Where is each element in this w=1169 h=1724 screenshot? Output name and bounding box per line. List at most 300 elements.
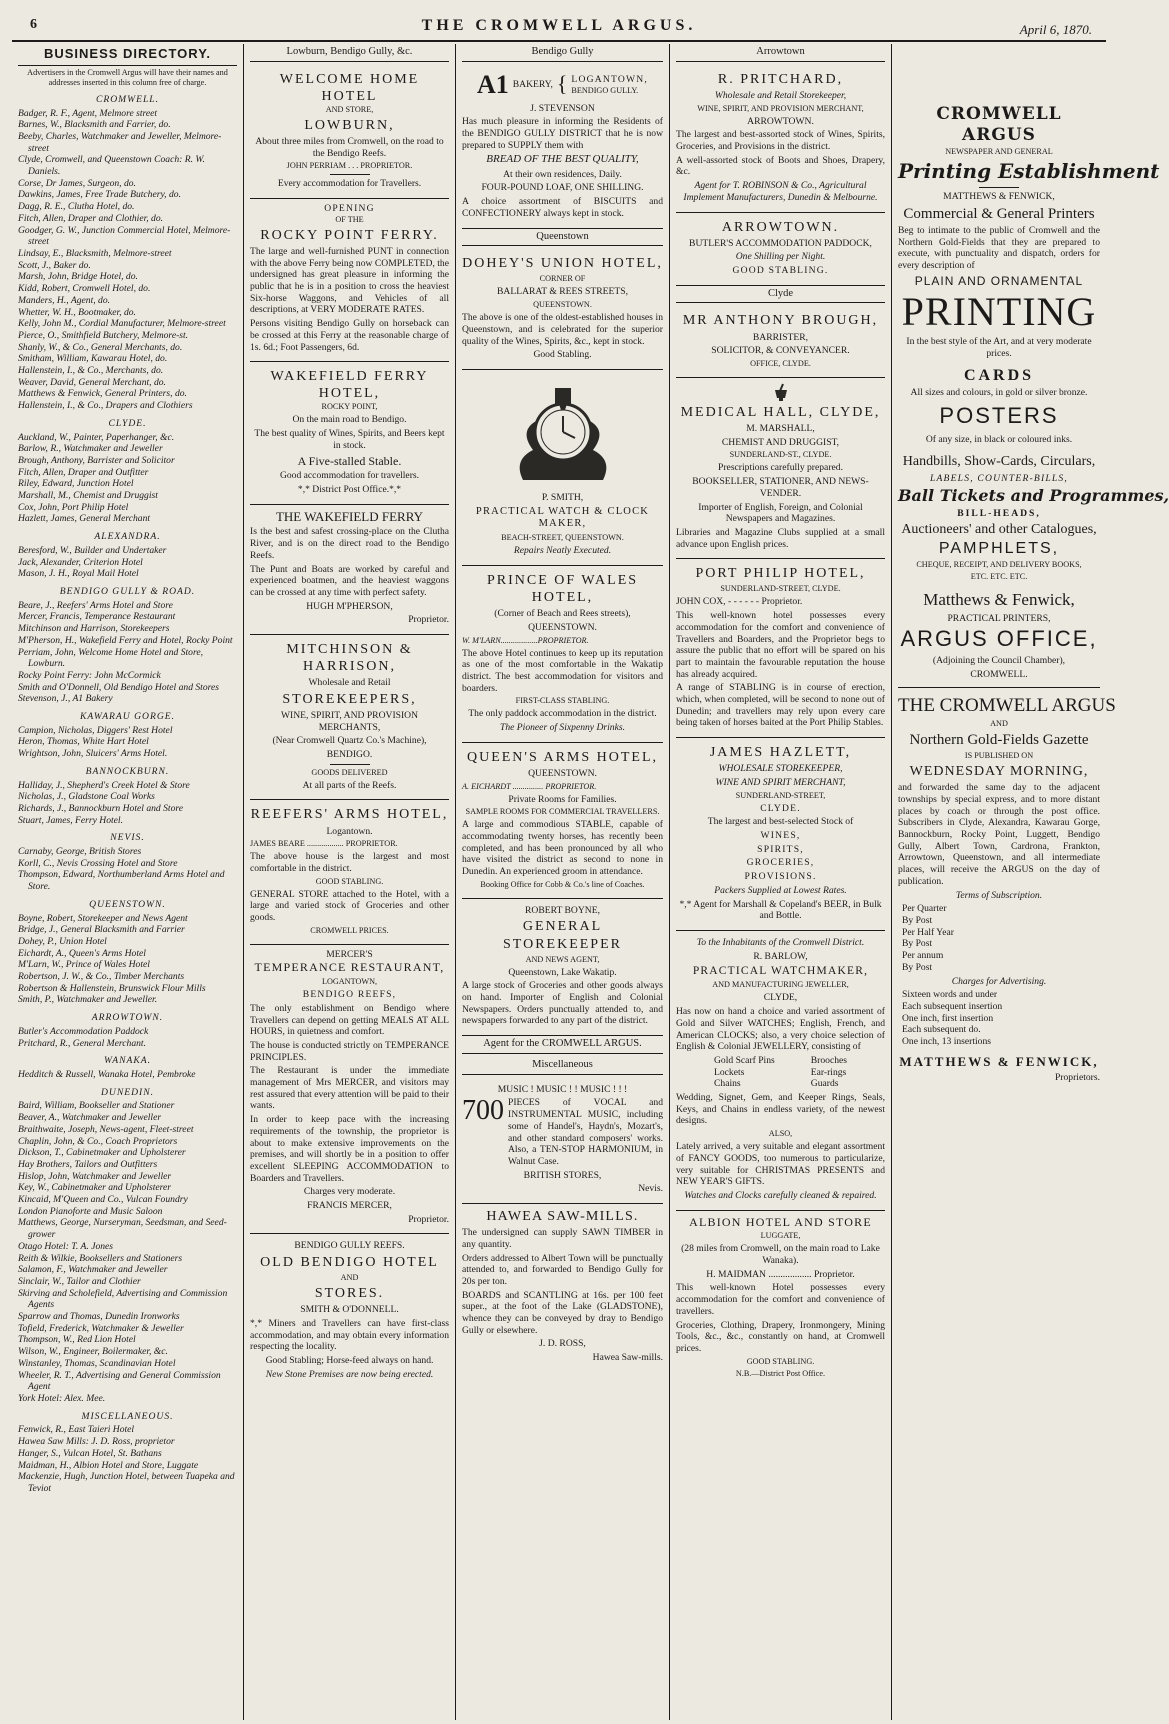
directory-entry: Beresford, W., Builder and Undertaker (18, 544, 167, 556)
directory-entry: Salamon, F., Watchmaker and Jeweller (18, 1264, 168, 1276)
directory-entry: Otago Hotel: T. A. Jones (18, 1240, 114, 1252)
ad-title: TEMPERANCE RESTAURANT, (254, 960, 445, 975)
ad-body: A large stock of Groceries and other goods always on hand. Importer of English and Colonial Newspapers. Orders punctually attended to, and newspapers forwarded to any part of the district. (462, 980, 663, 1027)
old-bendigo-hotel-ad (250, 1234, 449, 1388)
directory-entry: Auckland, W., Painter, Paperhanger, &c. (18, 431, 175, 443)
a1-bakery-ad (462, 65, 663, 229)
directory-entry: Matthews & Fenwick, General Printers, do. (18, 388, 187, 400)
ad-town: QUEENSTOWN. (528, 767, 597, 779)
directory-entry: Sinclair, W., Tailor and Clothier (18, 1275, 141, 1287)
section-head-queenstown: Queenstown (462, 229, 663, 247)
directory-entry: Wheeler, R. T., Advertising and General Commission Agent (18, 1369, 221, 1393)
divider (330, 174, 370, 175)
directory-section-title: DUNEDIN. (100, 1086, 155, 1098)
ad-sub: AND STORE, (325, 104, 374, 114)
p-smith-watchmaker-ad (462, 370, 663, 566)
directory-entry: Hallenstein, I., & Co., Drapers and Clothiers (18, 400, 193, 412)
directory-entry: Winstanley, Thomas, Scandinavian Hotel (18, 1357, 176, 1369)
ad-proprietor: JOHN COX, - - - - - - Proprietor. (676, 596, 803, 608)
ad-goods: GOODS DELIVERED (311, 767, 388, 777)
newspaper-title: THE CROMWELL ARGUS. (421, 17, 697, 34)
directory-entry: Smith, P., Watchmaker and Jeweller. (18, 994, 158, 1006)
ad-body-2: The Punt and Boats are worked by careful and experienced boatmen, and the heaviest waggons can be crossed at any time with perfect safety. (250, 563, 449, 598)
directory-entry: Matthews, George, Nurseryman, Seedsman, and Seed-grower (18, 1217, 227, 1241)
directory-section-title: KAWARAU GORGE. (79, 711, 176, 723)
ad-proprietor: HUGH M'PHERSON, (306, 600, 393, 612)
directory-entry: Stuart, James, Ferry Hotel. (18, 814, 123, 826)
directory-section-title: NEVIS. (110, 832, 145, 844)
directory-entry: Carnaby, George, British Stores (18, 846, 142, 858)
ad-sub: Wholesale and Retail Storekeeper, (714, 89, 847, 101)
mercers-temperance-ad (250, 945, 449, 1235)
directory-section-title: QUEENSTOWN. (89, 898, 166, 910)
ad-res: At their own residences, Daily. (503, 168, 622, 180)
ad-sample: SAMPLE ROOMS FOR COMMERCIAL TRAVELLERS. (465, 807, 660, 817)
masthead (12, 10, 1106, 42)
ad-body: The above Hotel continues to keep up its reputation as one of the most comfortable in the Wakatip district. The best accommodation for visitors and boarders. (462, 647, 663, 694)
ad-body: The largest and best-selected Stock of (707, 816, 854, 828)
ad-packers: Packers Supplied at Lowest Rates. (714, 884, 847, 896)
ad-title: REEFERS' ARMS HOTEL, (250, 807, 449, 823)
directory-entry: Butler's Accommodation Paddock (18, 1025, 149, 1037)
ad-town: CLYDE, (763, 992, 798, 1004)
directory-entry: Corse, Dr James, Surgeon, do. (18, 177, 136, 189)
ad-title: PRACTICAL WATCH & CLOCK MAKER, (475, 505, 650, 530)
divider (330, 764, 370, 765)
ad-stabling: GOOD STABLING. (315, 876, 384, 886)
cheque-books: CHEQUE, RECEIPT, AND DELIVERY BOOKS, (916, 560, 1082, 570)
ad-charges: Charges very moderate. (303, 1186, 396, 1198)
paper-and: AND (990, 718, 1008, 728)
ad-stores: STORES. (314, 1286, 385, 1302)
ad-proprietor: W. M'LARN..................PROPRIETOR. (462, 635, 589, 645)
section-head-clyde: Clyde (676, 286, 885, 304)
jewel-item: Ear-rings (810, 1066, 847, 1078)
ad-place: Nevis. (638, 1183, 663, 1195)
union-hotel-ad (462, 249, 663, 370)
directory-entry: Marsh, John, Bridge Hotel, do. (18, 271, 138, 283)
ad-proprietor: J. D. ROSS, (539, 1338, 586, 1350)
ad-importer: Importer of English, Foreign, and Colonial Newspapers and Magazines. (698, 501, 863, 525)
lowburn-column (244, 44, 456, 1720)
ad-title: ALBION HOTEL AND STORE (689, 1214, 872, 1229)
directory-entry: Dickson, T., Cabinetmaker and Upholsterer (18, 1147, 186, 1159)
directory-entry: Bridge, J., General Blacksmith and Farrier (18, 924, 185, 936)
page-number: 6 (30, 17, 37, 32)
ad-title: HAWEA SAW-MILLS. (486, 1209, 639, 1225)
hawea-saw-mills-ad (462, 1204, 663, 1372)
arrowtown-clyde-column (670, 44, 892, 1720)
directory-entry: Maidman, H., Albion Hotel and Store, Luggate (18, 1459, 199, 1471)
ad-body-2: Groceries, Clothing, Drapery, Ironmongery, Mining Tools, &c., &c., constantly on hand, at Cromwell prices. (676, 1319, 885, 1354)
handbills: Handbills, Show-Cards, Circulars, (902, 454, 1096, 470)
prince-of-wales-hotel-ad (462, 566, 663, 743)
jewel-item: Chains (714, 1078, 741, 1090)
directory-entry: Tofield, Frederick, Watchmaker & Jeweller (18, 1322, 184, 1334)
printers-body: Beg to intimate to the public of Cromwell and the Northern Gold-Fields that they are prepared to execute, with punctuality and dispatch, orders for every description of (898, 224, 1100, 271)
ad-also: ALSO, (768, 1129, 793, 1139)
directory-entry: Mason, J. H., Royal Mail Hotel (18, 568, 139, 580)
printing-style: In the best style of the Art, and at very moderate prices. (906, 336, 1092, 359)
ad-and: AND (340, 1273, 359, 1283)
ad-title: MEDICAL HALL, CLYDE, (680, 404, 881, 420)
port-philip-hotel-ad (676, 559, 885, 738)
ad-body: The largest and best-assorted stock of Wines, Spirits, Groceries, and Provisions in the district. (676, 129, 885, 152)
ad-body: Is the best and safest crossing-place on the Clutha River, and is on the direct road to the Bendigo Reefs. (250, 526, 449, 561)
ad-town: QUEENSTOWN. (533, 300, 592, 310)
ad-proprietor: A. EICHARDT ............... PROPRIETOR. (462, 781, 597, 791)
section-head-lowburn: Lowburn, Bendigo Gully, &c. (250, 44, 449, 62)
ad-boots: A well-assorted stock of Boots and Shoes, Drapery, &c. (676, 154, 885, 178)
ad-role2: SOLICITOR, & CONVEYANCER. (711, 345, 850, 357)
rate-row: One inch, 13 insertions (902, 1036, 991, 1048)
argus-title: CROMWELL ARGUS (936, 104, 1062, 145)
agent-cromwell-argus: Agent for the CROMWELL ARGUS. (462, 1036, 663, 1054)
ad-sub: ROCKY POINT, (321, 402, 378, 412)
directory-entry: Hawea Saw Mills: J. D. Ross, proprietor (18, 1436, 175, 1448)
ad-proprietor: JOHN PERRIAM . . . PROPRIETOR. (286, 161, 413, 171)
section-head-bendigo: Bendigo Gully (462, 44, 663, 62)
ad-title: PRACTICAL WATCHMAKER, (692, 965, 869, 978)
ad-proprietor: J. STEVENSON (530, 102, 595, 114)
directory-entry: Barlow, R., Watchmaker and Jeweller (18, 443, 163, 455)
directory-entry: Hazlett, James, General Merchant (18, 513, 151, 525)
ad-body-2: A range of STABLING is in course of erection, which, when completed, will be second to none out of Dunedin; and travellers may rely upon every care being taken of horses baited at the Port Philip Stables. (676, 682, 885, 729)
directory-entry: Smitham, William, Kawarau Hotel, do. (18, 353, 168, 365)
mitchinson-harrison-ad (250, 635, 449, 800)
directory-entry: Wrightson, John, Sluicers' Arms Hotel. (18, 748, 168, 760)
ad-agent: Agent for T. ROBINSON & Co., Agricultural Implement Manufacturers, Dunedin & Melbourne. (683, 180, 878, 203)
ad-paddock: The only paddock accommodation in the district. (468, 708, 657, 720)
directory-entry: Badger, R. F., Agent, Melmore street (18, 107, 158, 119)
ad-mercers: MERCER'S (326, 948, 373, 960)
directory-entry: Beaver, A., Watchmaker and Jeweller (18, 1112, 162, 1124)
ad-stabling: GOOD STABLING. (746, 1356, 815, 1366)
directory-entry: Cox, John, Port Philip Hotel (18, 501, 129, 513)
etc: ETC. ETC. ETC. (970, 572, 1028, 582)
ornate-clock-icon (503, 380, 623, 490)
directory-entry: Stevenson, J., A1 Bakery (18, 693, 113, 705)
ad-store: STOREKEEPERS, (282, 691, 417, 707)
ad-beer: *,* Agent for Marshall & Copeland's BEER, in Bulk and Bottle. (679, 898, 882, 922)
ad-title: GENERAL STOREKEEPER (503, 919, 622, 952)
ad-title: ARROWTOWN. (721, 219, 840, 235)
practical-printers: PRACTICAL PRINTERS, (947, 612, 1051, 624)
ad-street: BEACH-STREET, QUEENSTOWN. (501, 533, 624, 543)
cards-sub: All sizes and colours, in gold or silver bronze. (910, 387, 1088, 399)
ad-title: THE WAKEFIELD FERRY (275, 508, 424, 524)
ad-title: DOHEY'S UNION HOTEL, (462, 256, 663, 272)
directory-entry: Richards, J., Bannockburn Hotel and Store (18, 802, 184, 814)
rate-row: By Post (902, 938, 933, 950)
directory-entry: Chaplin, John, & Co., Coach Proprietors (18, 1135, 178, 1147)
ad-title: QUEEN'S ARMS HOTEL, (466, 749, 659, 765)
ad-stores: BRITISH STORES, (523, 1169, 602, 1181)
directory-entry: Lindsay, E., Blacksmith, Melmore-street (18, 248, 172, 259)
ad-booking: Booking Office for Cobb & Co.'s line of Coaches. (480, 879, 645, 889)
ad-proprietor: JAMES BEARE .................. PROPRIETOR. (250, 839, 398, 849)
ad-name: M. MARSHALL, (746, 423, 815, 435)
ad-role1: BARRISTER, (752, 331, 809, 343)
directory-entry: Hanger, S., Vulcan Hotel, St. Bathans (18, 1447, 162, 1459)
directory-entry: Boyne, Robert, Storekeeper and News Agent (18, 912, 188, 924)
ad-lately: Lately arrived, a very suitable and elegant assortment of FANCY GOODS, too numerous to particularize, very suitable for CHRISTMAS PRESENTS and NEW YEAR'S GIFTS. (676, 1141, 885, 1188)
ad-name: P. SMITH, (541, 491, 584, 503)
directory-entry: Kincaid, M'Queen and Co., Vulcan Foundry (18, 1194, 188, 1206)
firm-name: MATTHEWS & FENWICK, (943, 190, 1055, 202)
advertising-list (898, 989, 1100, 1048)
directory-entry: Barnes, W., Blacksmith and Farrier, do. (18, 119, 171, 131)
ad-loc2: BENDIGO GULLY. (571, 85, 639, 95)
directory-entry: Kelly, John M., Cordial Manufacturer, Melmore-street (18, 318, 226, 330)
ad-title: R. PRITCHARD, (717, 71, 844, 87)
rate-row: Per Half Year (902, 926, 954, 938)
ad-of: OF THE (335, 214, 364, 224)
directory-entry: Shanly, W., & Co., General Merchants, do. (18, 341, 183, 353)
ad-name: ROBERT BOYNE, (525, 904, 600, 916)
ad-street: SUNDERLAND-ST., CLYDE. (729, 450, 832, 460)
directory-section-title: WANAKA. (103, 1055, 152, 1067)
ad-office: OFFICE, CLYDE. (750, 358, 811, 368)
directory-section-title: CROMWELL. (95, 93, 160, 105)
adjoining: (Adjoining the Council Chamber), (932, 655, 1066, 667)
directory-entry: Pritchard, R., General Merchant. (18, 1037, 146, 1049)
ad-choice: A choice assortment of BISCUITS and CONFECTIONERY always kept in stock. (462, 196, 663, 219)
wednesday-morning: WEDNESDAY MORNING, (909, 764, 1089, 780)
directory-heading: BUSINESS DIRECTORY. (18, 44, 237, 66)
ad-title: MR ANTHONY BROUGH, (682, 313, 879, 329)
ad-body: The large and well-furnished PUNT in connection with the above Ferry being now COMPLETED, the undersigned has great pleasure in informing the public that he is in a position to cross the heaviest Six-horse Waggons, and Vehicles of all descriptions, at VERY MODERATE RATES. (250, 245, 449, 316)
ad-body: Has much pleasure in informing the Residents of the BENDIGO GULLY DISTRICT that he is now prepared to SUPPLY them with (462, 116, 663, 151)
directory-entry: Mercer, Francis, Temperance Restaurant (18, 611, 176, 623)
directory-entry: Hedditch & Russell, Wanaka Hotel, Pembroke (18, 1069, 196, 1080)
ad-body: This well-known Hotel possesses every accommodation for the comfort and convenience of travellers. (676, 1282, 885, 1317)
directory-entry: Fitch, Allen, Draper and Clothier, do. (18, 212, 164, 224)
ad-prices: CROMWELL PRICES. (310, 925, 389, 935)
ad-repairs: Repairs Neatly Executed. (513, 545, 612, 557)
directory-entry: Perriam, John, Welcome Home Hotel and Store, Lowburn. (18, 646, 203, 670)
directory-entry: Dawkins, James, Free Trade Butchery, do. (18, 189, 181, 201)
published-on: IS PUBLISHED ON (964, 751, 1034, 761)
directory-entry: Thompson, W., Red Lion Hotel (18, 1334, 136, 1346)
ad-town: CLYDE. (760, 802, 801, 814)
rate-row: Per Quarter (902, 903, 947, 915)
directory-entry: Hislop, John, Watchmaker and Jeweller (18, 1170, 172, 1182)
directory-entry: Hallenstein, I., & Co., Merchants, do. (18, 365, 164, 377)
ad-sub: Wholesale and Retail (308, 677, 391, 689)
ad-body: This well-known hotel possesses every accommodation for the comfort and convenience of Travellers and Boarders, and the Proprietor begs to assure the public that no effort will be spared on his part to maintain the favourable reputation the house has already acquired. (676, 610, 885, 680)
directory-entry: Beeby, Charles, Watchmaker and Jeweller, Melmore-street (18, 130, 222, 154)
charges-heading: Charges for Advertising. (951, 975, 1047, 987)
ad-title: PRINCE OF WALES HOTEL, (486, 572, 639, 606)
ad-streets: BALLARAT & REES STREETS, (497, 286, 628, 298)
ad-title: WAKEFIELD FERRY HOTEL, (270, 369, 429, 402)
ad-bread: BREAD OF THE BEST QUALITY, (486, 153, 639, 166)
argus-office: ARGUS OFFICE, (900, 626, 1098, 652)
rate-row: Each subsequent insertion (902, 1000, 1003, 1012)
ball-tickets: Ball Tickets and Programmes, (898, 486, 1169, 506)
directory-section-title: BANNOCKBURN. (85, 765, 170, 777)
ad-sub: AND MANUFACTURING JEWELLER, (712, 980, 849, 990)
directory-section-title: CLYDE. (108, 417, 147, 429)
bendigo-queenstown-column (456, 44, 670, 1720)
commercial-printers: Commercial & General Printers (903, 205, 1095, 222)
firm-name-2: Matthews & Fenwick, (923, 590, 1075, 610)
directory-entry: Fenwick, R., East Taieri Hotel (18, 1424, 135, 1436)
directory-entry: Goodger, G. W., Junction Commercial Hotel, Melmore-street (18, 224, 231, 248)
ad-merch: WINE, SPIRIT, AND PROVISION MERCHANTS, (280, 709, 419, 733)
directory-entry: Robertson & Hallenstein, Brunswick Flour Mills (18, 982, 206, 994)
anthony-brough-ad (676, 306, 885, 377)
ad-store: GENERAL STORE attached to the Hotel, with a large and varied stock of Groceries and other goods. (250, 888, 449, 924)
section-head-arrowtown: Arrowtown (676, 44, 885, 62)
posters-sub: Of any size, in black or coloured inks. (925, 433, 1073, 445)
directory-entry: York Hotel: Alex. Mee. (18, 1392, 106, 1404)
ad-place: Logantown. (326, 825, 373, 837)
directory-entry: Whetter, W. H., Bootmaker, do. (18, 306, 136, 318)
ad-body-2: Persons visiting Bendigo Gully on horseback can be crossed at this Ferry at the reasonable charge of 1s. 6d.; Foot Passengers, 6d. (250, 318, 449, 353)
ad-proprietor: FRANCIS MERCER, (307, 1200, 392, 1212)
ad-rooms: Private Rooms for Families. (508, 793, 617, 805)
directory-intro: Advertisers in the Cromwell Argus will have their names and addresses inserted in this column free of charge. (27, 67, 228, 87)
directory-entry: Marshall, M., Chemist and Druggist (18, 490, 158, 502)
wakefield-ferry-hotel-ad (250, 362, 449, 504)
directory-section-title: BENDIGO GULLY & ROAD. (59, 585, 196, 597)
ad-corner: CORNER OF (539, 274, 586, 284)
pamphlets: PAMPHLETS, (938, 539, 1060, 557)
terms-heading: Terms of Subscription. (955, 889, 1043, 901)
directory-entry: Jack, Alexander, Criterion Hotel (18, 556, 143, 568)
ad-place: Hawea Saw-mills. (592, 1352, 663, 1364)
ad-body-2: The house is conducted strictly on TEMPERANCE PRINCIPLES. (250, 1039, 449, 1063)
directory-entry: Korll, C., Nevis Crossing Hotel and Store (18, 857, 178, 869)
subscription-list (898, 903, 1100, 973)
ad-name: BAKERY, (512, 78, 553, 90)
ad-body: The only establishment on Bendigo where Travellers can depend on getting MEALS AT ALL HOURS, in quietness and comfort. (250, 1002, 449, 1038)
ad-near: (Near Cromwell Quartz Co.'s Machine), (272, 735, 427, 747)
divider (979, 187, 1019, 188)
brace-icon: { (556, 71, 568, 97)
ad-role: CHEMIST AND DRUGGIST, (721, 436, 840, 448)
ad-item: PROVISIONS. (744, 871, 817, 883)
section-head-misc: Miscellaneous (462, 1057, 663, 1075)
rate-row: Per annum (902, 950, 944, 962)
reefers-arms-hotel-ad (250, 800, 449, 944)
directory-entry: Dagg, R. E., Clutha Hotel, do. (18, 201, 135, 213)
gazette-title: Northern Gold-Fields Gazette (909, 731, 1089, 748)
ad-body: The above is one of the oldest-established houses in Queenstown, and is celebrated for the superior quality of the Wines, Spirits, &c., kept in stock. (462, 312, 663, 347)
butlers-paddock-ad (676, 213, 885, 286)
ad-town: ARROWTOWN. (747, 115, 814, 127)
ad-night: One Shilling per Night. (735, 251, 826, 263)
ad-sub: AND NEWS AGENT, (525, 954, 600, 964)
plain-ornamental: PLAIN AND ORNAMENTAL (914, 273, 1084, 288)
ad-proprietor-title: Proprietor. (408, 614, 449, 626)
ad-street: SUNDERLAND-STREET, CLYDE. (720, 584, 841, 594)
ad-head: MUSIC ! MUSIC ! ! MUSIC ! ! ! (497, 1083, 628, 1095)
ad-libs: Libraries and Magazine Clubs supplied at a small advance upon English prices. (676, 526, 885, 550)
directory-entry: Pierce, O., Smithfield Butchery, Melmore-st. (18, 329, 189, 341)
queens-arms-hotel-ad (462, 743, 663, 899)
ad-proprietor-title: Proprietor. (408, 1213, 449, 1225)
directory-section-title: ALEXANDRA. (94, 531, 161, 543)
pritchard-ad (676, 65, 885, 213)
rate-row: By Post (902, 915, 933, 926)
directory-entry: Fitch, Allen, Draper and Outfitter (18, 466, 149, 478)
ad-a1: A1 (477, 69, 509, 99)
directory-entry: Robertson, J. W., & Co., Timber Merchants (18, 971, 185, 983)
jewel-item: Gold Scarf Pins (714, 1054, 775, 1066)
ad-proprietor: SMITH & O'DONNELL. (300, 1304, 399, 1316)
music-ad (462, 1078, 663, 1204)
ad-post: *,* District Post Office.*,* (297, 483, 402, 495)
directory-entry: Wilson, W., Engineer, Boilermaker, &c. (18, 1346, 168, 1358)
directory-entry: Key, W., Cabinetmaker and Upholsterer (18, 1182, 172, 1194)
ad-loaf: FOUR-POUND LOAF, ONE SHILLING. (481, 182, 644, 194)
directory-entry: Thompson, Edward, Northumberland Arms Hotel and Store. (18, 869, 225, 893)
albion-hotel-ad (676, 1211, 885, 1387)
directory-entry: Scott, J., Baker do. (18, 259, 91, 271)
argus-printing-column (892, 44, 1169, 1720)
ad-corner: (Corner of Beach and Rees streets), (494, 608, 631, 620)
rate-row: Sixteen words and under (902, 989, 998, 1001)
james-hazlett-ad (676, 738, 885, 931)
printing-big: PRINTING (901, 289, 1097, 335)
jewel-item: Lockets (714, 1066, 745, 1078)
ad-body-3: BOARDS and SCANTLING at 16s. per 100 feet super., at the foot of the Lake (GLADSTONE), whence they can be conveyed by dray to Bendigo Gully or elsewhere. (462, 1289, 663, 1336)
medical-hall-ad (676, 378, 885, 559)
ad-body: Has now on hand a choice and varied assortment of Gold and Silver WATCHES; English, French, and American CLOCKS; also, a very choice selection of English & Colonial JEWELLERY, consisting of (676, 1006, 885, 1053)
ad-place: BENDIGO. (326, 749, 373, 761)
argus-sub: NEWSPAPER AND GENERAL (945, 147, 1053, 157)
directory-entry: Mitchinson and Harrison, Storekeepers (18, 623, 170, 635)
directory-entry: Campion, Nicholas, Diggers' Rest Hotel (18, 724, 173, 736)
ad-body: About three miles from Cromwell, on the road to the Bendigo Reefs. (255, 136, 444, 159)
ad-title: WELCOME HOME HOTEL (279, 71, 420, 104)
ad-merch: WINE AND SPIRIT MERCHANT, (715, 776, 846, 788)
ad-loc1: LOGANTOWN, (571, 73, 648, 85)
ad-title: JAMES HAZLETT, (709, 745, 852, 761)
ad-body: The above house is the largest and most comfortable in the district. (250, 851, 449, 874)
ad-body-4: In order to keep pace with the increasing requirements of the township, the proprietor is about to make extensive improvements on the premises, and will shortly be in a position to offer excellent SLEEPING ACCOMMODATION to Boarders and Travellers. (250, 1114, 449, 1184)
ad-books: BOOKSELLER, STATIONER, AND NEWS-VENDER. (692, 476, 869, 499)
printing-establishment: Printing Establishment (898, 159, 1160, 184)
auctioneers: Auctioneers' and other Catalogues, (901, 522, 1097, 538)
rate-row: Each subsequent do. (902, 1024, 981, 1036)
directory-entry: Hay Brothers, Tailors and Outfitters (18, 1158, 158, 1170)
ad-stable: A Five-stalled Stable. (297, 453, 402, 468)
jewel-item: Brooches (810, 1054, 847, 1066)
rate-row: By Post (902, 961, 933, 973)
issue-date: April 6, 1870. (1019, 22, 1092, 37)
ad-reefs: BENDIGO REEFS, (302, 989, 397, 1001)
ad-stabling: Good Stabling; Horse-feed always on hand. (265, 1355, 434, 1367)
directory-entry: Nicholas, J., Gladstone Coal Works (18, 791, 155, 803)
ad-note: Every accommodation for Travellers. (277, 178, 422, 190)
ad-sixpenny: The Pioneer of Sixpenny Drinks. (500, 722, 625, 734)
directory-entry: Sparrow and Thomas, Dunedin Ironworks (18, 1311, 180, 1323)
welcome-home-hotel-ad (250, 65, 449, 199)
ad-sub: WHOLESALE STOREKEEPER, (718, 763, 843, 775)
ad-body: *,* Miners and Travellers can have first-class accommodation, and may obtain every information respecting the locality. (250, 1318, 449, 1353)
ad-body-3: The Restaurant is under the immediate management of Mrs MERCER, and visitors may rest assured that every attention will be paid to their wants. (250, 1065, 450, 1112)
footer-firm: MATTHEWS & FENWICK, (899, 1053, 1099, 1069)
directory-entry: Baird, William, Bookseller and Stationer (18, 1100, 175, 1112)
business-directory-column (12, 44, 244, 1720)
ad-title: PORT PHILIP HOTEL, (695, 566, 866, 582)
jewel-item: Guards (810, 1078, 839, 1090)
posters-heading: POSTERS (939, 402, 1059, 428)
